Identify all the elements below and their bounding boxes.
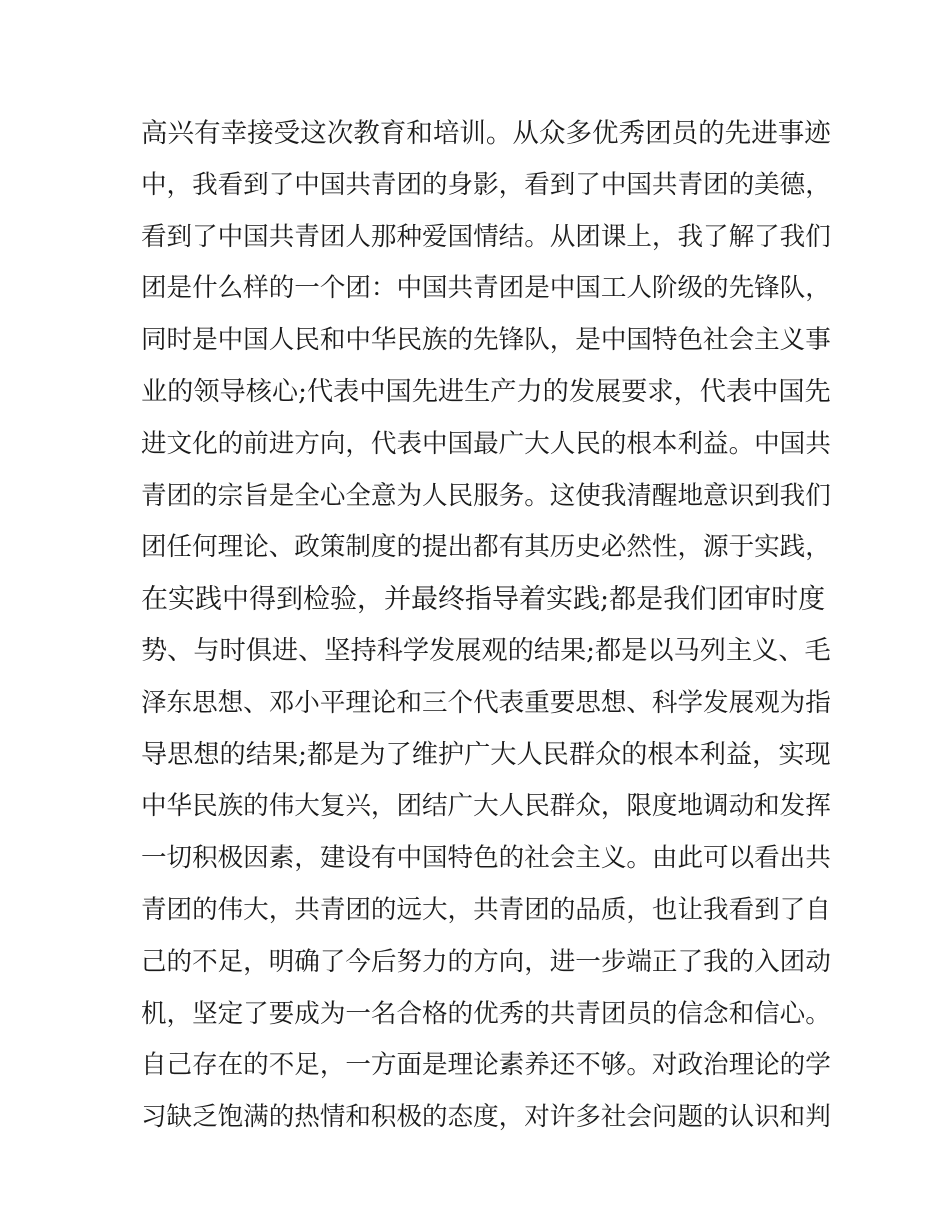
text-line: 在实践中得到检验，并最终指导着实践;都是我们团审时度 [141,584,826,616]
text-line: 青团的宗旨是全心全意为人民服务。这使我清醒地意识到我们 [141,480,831,511]
text-line: 势、与时俱进、坚持科学发展观的结果;都是以马列主义、毛 [141,635,831,666]
text-line: 己的不足，明确了今后努力的方向，进一步端正了我的入团动 [141,946,831,977]
text-line: 习缺乏饱满的热情和积极的态度，对许多社会问题的认识和判 [141,1102,831,1133]
text-line: 一切积极因素，建设有中国特色的社会主义。由此可以看出共 [141,843,831,874]
text-line: 机，坚定了要成为一名合格的优秀的共青团员的信念和信心。 [141,998,831,1029]
text-line: 青团的伟大，共青团的远大，共青团的品质，也让我看到了自 [141,894,831,925]
text-line: 中，我看到了中国共青团的身影，看到了中国共青团的美德， [141,169,831,200]
text-line: 进文化的前进方向，代表中国最广大人民的根本利益。中国共 [141,428,831,459]
text-line: 看到了中国共青团人那种爱国情结。从团课上，我了解了我们 [141,221,831,252]
text-line: 中华民族的伟大复兴，团结广大人民群众，限度地调动和发挥 [141,791,831,822]
text-line: 泽东思想、邓小平理论和三个代表重要思想、科学发展观为指 [141,687,831,718]
text-line: 导思想的结果;都是为了维护广大人民群众的根本利益，实现 [141,739,831,770]
text-line: 高兴有幸接受这次教育和培训。从众多优秀团员的先进事迹 [141,118,831,149]
text-line: 自己存在的不足，一方面是理论素养还不够。对政治理论的学 [141,1050,831,1081]
text-line: 团任何理论、政策制度的提出都有其历史必然性，源于实践， [141,532,831,563]
text-line: 业的领导核心;代表中国先进生产力的发展要求，代表中国先 [141,376,831,407]
text-line: 同时是中国人民和中华民族的先锋队，是中国特色社会主义事 [141,325,831,356]
text-line: 团是什么样的一个团：中国共青团是中国工人阶级的先锋队， [141,273,831,304]
body-text [141,108,831,1144]
